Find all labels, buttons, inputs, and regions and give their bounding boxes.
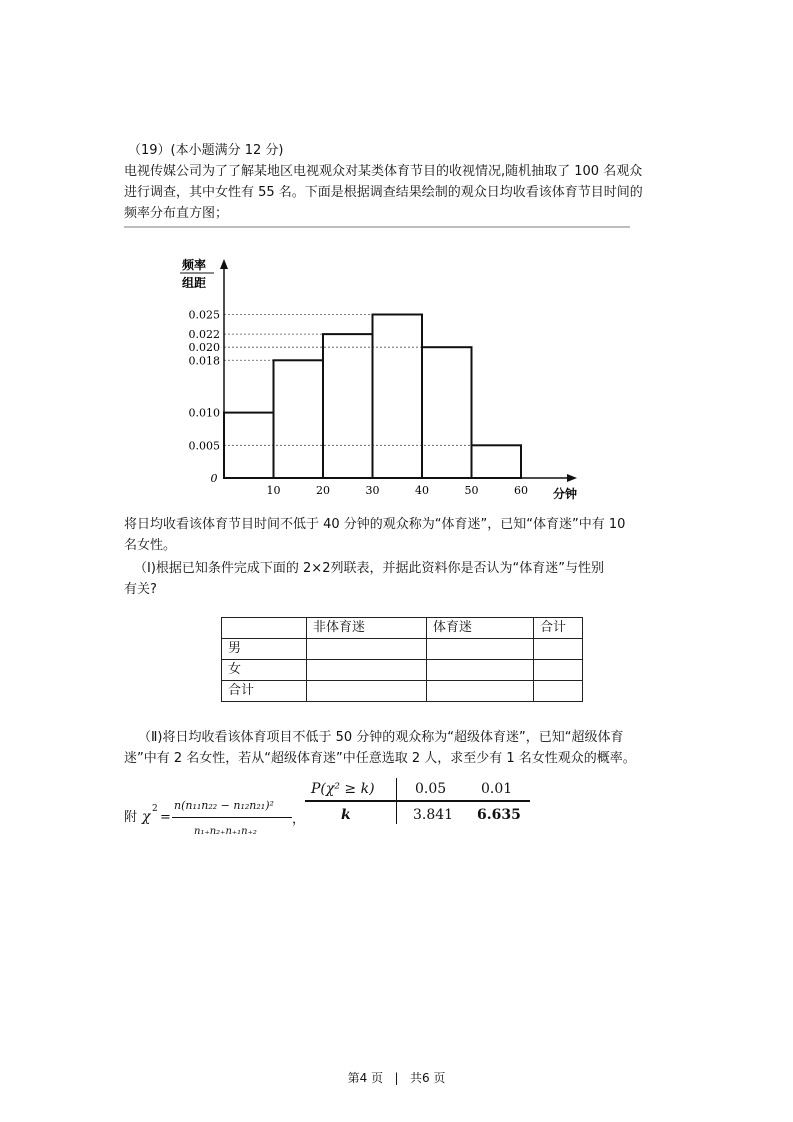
divider — [124, 226, 630, 228]
part1-line-1: （Ⅰ)根据已知条件完成下面的 2×2列联表，并据此资料你是否认为“体育迷”与性别 — [134, 561, 604, 576]
table-cell — [307, 660, 427, 681]
footer-separator: | — [394, 1071, 399, 1085]
formula-eq: = — [160, 810, 171, 825]
intro-line-1: 电视传媒公司为了了解某地区电视观众对某类体育节目的收视情况,随机抽取了 100 名观众 — [124, 164, 643, 179]
formula-numerator: n(n₁₁n₂₂ − n₁₂n₂₁)² — [174, 799, 274, 812]
histogram-bar — [274, 360, 324, 478]
k-value: 6.635 — [477, 807, 521, 823]
table-row — [222, 639, 583, 660]
prob-value: 0.01 — [481, 781, 513, 797]
part2-line-2: 迷”中有 2 名女性，若从“超级体育迷”中任意选取 2 人，求至少有 1 名女性观众的概率。 — [124, 751, 636, 766]
table-cell — [307, 639, 427, 660]
chi-square-formula — [124, 795, 304, 845]
x-axis-arrow — [567, 474, 577, 482]
contingency-table — [221, 617, 583, 702]
problem-header: （19）(本小题满分 12 分) — [128, 143, 284, 158]
y-axis-arrow — [220, 259, 228, 269]
table-rule — [305, 800, 530, 802]
y-axis-label-bottom: 组距 — [182, 276, 207, 290]
table-cell — [307, 681, 427, 702]
table-cell — [427, 681, 534, 702]
frequency-histogram — [170, 255, 630, 505]
part1-line-2: 有关? — [124, 582, 157, 597]
histogram-bar — [422, 347, 472, 478]
page-footer — [0, 1069, 793, 1086]
table-header-row — [222, 618, 583, 639]
critical-value-table — [305, 776, 535, 828]
definition-line-1: 将日均收看该体育节目时间不低于 40 分钟的观众称为“体育迷”，已知“体育迷”中有 10 — [124, 517, 626, 532]
table-vrule — [396, 778, 397, 824]
x-tick-label: 40 — [415, 484, 429, 497]
x-tick-label: 60 — [514, 484, 528, 497]
histogram-bar — [373, 315, 423, 479]
origin-label: 0 — [210, 472, 218, 485]
k-row-label: k — [341, 807, 351, 823]
y-tick-label: 0.005 — [188, 439, 220, 453]
x-tick-label: 20 — [316, 484, 330, 497]
table-cell — [534, 660, 583, 681]
y-tick-label: 0.022 — [188, 328, 220, 342]
formula-denominator: n₁₊n₂₊n₊₁n₊₂ — [194, 826, 257, 837]
x-tick-label: 50 — [464, 484, 479, 497]
y-tick-label: 0.018 — [188, 354, 220, 368]
prob-row-label: P(χ² ≥ k) — [311, 781, 375, 797]
formula-prefix: 附 — [124, 810, 138, 825]
y-axis-label-top: 频率 — [182, 258, 207, 272]
histogram-bar — [323, 334, 373, 478]
table-cell — [427, 639, 534, 660]
histogram-bar — [472, 445, 522, 478]
table-cell — [222, 618, 307, 639]
y-tick-label: 0.010 — [188, 406, 220, 420]
x-axis-label: 分钟 — [552, 487, 578, 501]
row-label: 男 — [222, 639, 307, 660]
y-tick-label: 0.020 — [188, 341, 220, 355]
intro-line-3: 频率分布直方图； — [124, 206, 229, 221]
table-row — [222, 660, 583, 681]
row-label: 女 — [222, 660, 307, 681]
intro-line-2: 进行调查，其中女性有 55 名。下面是根据调查结果绘制的观众日均收看该体育节目时间的 — [124, 185, 643, 200]
table-header: 体育迷 — [427, 618, 534, 639]
table-cell — [534, 639, 583, 660]
table-row — [222, 681, 583, 702]
x-tick-label: 10 — [266, 484, 281, 497]
page-number: 第4 页 — [347, 1071, 384, 1085]
definition-line-2: 名女性。 — [124, 538, 177, 553]
x-tick-label: 30 — [365, 484, 380, 497]
formula-comma: ， — [292, 812, 306, 827]
table-cell — [427, 660, 534, 681]
prob-value: 0.05 — [415, 781, 447, 797]
k-value: 3.841 — [413, 807, 454, 823]
table-header: 合计 — [534, 618, 583, 639]
table-header: 非体育迷 — [307, 618, 427, 639]
page-total: 共6 页 — [409, 1071, 446, 1085]
row-label: 合计 — [222, 681, 307, 702]
formula-chi: χ — [142, 809, 151, 825]
table-cell — [534, 681, 583, 702]
part2-line-1: （Ⅱ)将日均收看该体育项目不低于 50 分钟的观众称为“超级体育迷”，已知“超级体育 — [138, 730, 624, 745]
fraction-bar — [172, 817, 292, 818]
y-tick-label: 0.025 — [188, 308, 220, 322]
formula-sup: 2 — [152, 804, 158, 814]
